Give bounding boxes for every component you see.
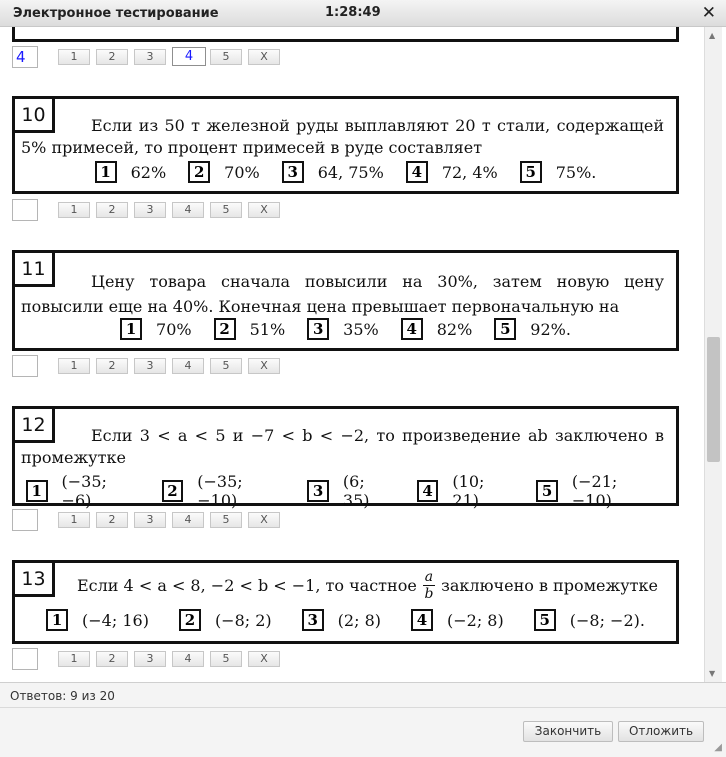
option-value: 70%	[156, 319, 192, 339]
option	[307, 472, 395, 510]
answer-button-1[interactable]: 1	[58, 49, 90, 65]
option	[214, 318, 286, 340]
answer-button-2[interactable]: 2	[96, 49, 128, 65]
fraction	[423, 569, 435, 602]
question-text-after: заключено в промежутке	[441, 576, 658, 595]
option-number: 4	[401, 318, 423, 340]
option-value: 64, 75%	[317, 162, 384, 182]
option	[520, 161, 597, 183]
vertical-scrollbar[interactable]	[704, 27, 722, 682]
questions-viewport	[0, 27, 704, 682]
finish-button[interactable]: Закончить	[523, 721, 613, 742]
scroll-down-icon[interactable]: ▼	[709, 669, 716, 678]
answer-button-3[interactable]: 3	[134, 512, 166, 528]
option	[46, 609, 149, 631]
scroll-up-icon[interactable]: ▲	[709, 31, 716, 40]
option-number: 3	[307, 480, 329, 502]
answer-options	[15, 472, 676, 510]
option-number: 2	[162, 480, 184, 502]
answer-button-5[interactable]: 5	[210, 202, 242, 218]
answer-button-4[interactable]: 4	[172, 202, 204, 218]
answer-input[interactable]	[12, 355, 38, 377]
answer-input[interactable]	[12, 199, 38, 221]
option-number: 1	[95, 161, 117, 183]
answer-input[interactable]	[12, 648, 38, 670]
option	[179, 609, 272, 631]
option	[302, 609, 381, 631]
option	[26, 472, 140, 510]
option-value: (−21; −10).	[571, 472, 618, 510]
answer-options	[15, 609, 676, 631]
answer-button-2[interactable]: 2	[96, 651, 128, 667]
question-card	[12, 96, 679, 194]
question-card	[12, 560, 679, 644]
answer-button-clear[interactable]: X	[248, 202, 280, 218]
answer-button-1[interactable]: 1	[58, 512, 90, 528]
title-bar	[0, 0, 726, 27]
answer-button-3[interactable]: 3	[134, 202, 166, 218]
question-text-before: Если 4 < a < 8, −2 < b < −1, то частное	[77, 576, 417, 595]
option-value: 72, 4%	[441, 162, 498, 182]
option	[534, 609, 645, 631]
option-number: 3	[307, 318, 329, 340]
answer-button-3[interactable]: 3	[134, 651, 166, 667]
answer-button-2[interactable]: 2	[96, 358, 128, 374]
fraction-numerator: a	[424, 569, 434, 585]
option-number: 3	[302, 609, 324, 631]
window-title: Электронное тестирование	[13, 6, 219, 21]
scrollbar-thumb[interactable]	[707, 337, 720, 462]
fraction-denominator: b	[424, 586, 434, 602]
option-value: (10; 21)	[452, 472, 485, 510]
answer-button-clear[interactable]: X	[248, 651, 280, 667]
option-value: 70%	[224, 162, 260, 182]
answer-button-2[interactable]: 2	[96, 202, 128, 218]
option	[494, 318, 571, 340]
answered-count: Ответов: 9 из 20	[10, 689, 115, 703]
option-number: 1	[46, 609, 68, 631]
answer-input[interactable]: 4	[12, 46, 38, 68]
option-number: 3	[282, 161, 304, 183]
answer-button-5[interactable]: 5	[210, 512, 242, 528]
postpone-button[interactable]: Отложить	[618, 721, 704, 742]
answer-button-4[interactable]: 4	[172, 358, 204, 374]
answer-options	[15, 161, 676, 183]
timer: 1:28:49	[325, 5, 381, 20]
answer-button-4-selected[interactable]: 4	[172, 47, 206, 66]
option-number: 5	[520, 161, 542, 183]
question-number: 12	[15, 409, 55, 443]
option-value: (−4; 16)	[82, 610, 149, 630]
option-value: (−8; 2)	[214, 610, 272, 630]
answer-button-1[interactable]: 1	[58, 651, 90, 667]
answer-button-2[interactable]: 2	[96, 512, 128, 528]
option-value: (2; 8)	[337, 610, 381, 630]
option-value: (−35; −6)	[61, 472, 107, 510]
option-value: 92%.	[530, 319, 571, 339]
answer-button-3[interactable]: 3	[134, 358, 166, 374]
option-number: 5	[494, 318, 516, 340]
option-value: 35%	[343, 319, 379, 339]
answer-button-3[interactable]: 3	[134, 49, 166, 65]
option-value: (−2; 8)	[447, 610, 504, 630]
answer-button-clear[interactable]: X	[248, 49, 280, 65]
question-card-partial	[12, 27, 679, 42]
footer	[0, 682, 726, 757]
answer-button-4[interactable]: 4	[172, 651, 204, 667]
option-number: 2	[188, 161, 210, 183]
option-value: 82%	[436, 319, 473, 339]
answer-input[interactable]	[12, 509, 38, 531]
resize-grip-icon[interactable]: ◢	[714, 742, 722, 753]
question-text	[77, 569, 658, 602]
option	[162, 472, 286, 510]
option	[411, 609, 504, 631]
question-number: 13	[15, 563, 55, 597]
question-card	[12, 250, 679, 351]
option-value: (6; 35)	[342, 472, 370, 510]
option	[536, 472, 665, 510]
option-value: (−8; −2).	[569, 610, 645, 630]
option-value: 51%	[249, 319, 286, 339]
question-text: Если 3 < a < 5 и −7 < b < −2, то произведение ab заключено в промежутке	[21, 426, 664, 467]
option	[307, 318, 379, 340]
answer-button-5[interactable]: 5	[210, 49, 242, 65]
option-number: 1	[120, 318, 142, 340]
answer-button-1[interactable]: 1	[58, 202, 90, 218]
option-number: 5	[534, 609, 556, 631]
answer-button-5[interactable]: 5	[210, 651, 242, 667]
footer-divider	[0, 707, 726, 708]
option-number: 1	[26, 480, 48, 502]
answer-button-1[interactable]: 1	[58, 358, 90, 374]
option-value: 75%.	[555, 162, 597, 182]
question-text: Если из 50 т железной руды выплавляют 20 т стали, содержащей 5% примесей, то процент примесей в руде составляет	[21, 116, 664, 157]
option-value: 62%	[130, 162, 167, 182]
question-text: Цену товара сначала повысили на 30%, затем новую цену повысили еще на 40%. Конечная цена превышает первоначальную на	[21, 272, 664, 316]
option	[188, 161, 260, 183]
option	[282, 161, 384, 183]
answer-button-clear[interactable]: X	[248, 358, 280, 374]
option	[401, 318, 473, 340]
answer-options	[15, 318, 676, 340]
option-number: 4	[417, 480, 439, 502]
option-number: 5	[536, 480, 558, 502]
answer-button-clear[interactable]: X	[248, 512, 280, 528]
option-number: 2	[214, 318, 236, 340]
option-number: 4	[411, 609, 433, 631]
option	[95, 161, 167, 183]
answer-button-5[interactable]: 5	[210, 358, 242, 374]
question-card	[12, 406, 679, 510]
option	[406, 161, 498, 183]
answer-button-4[interactable]: 4	[172, 512, 204, 528]
question-number: 11	[15, 253, 55, 287]
question-number: 10	[15, 99, 55, 133]
option	[417, 472, 514, 510]
option	[120, 318, 192, 340]
option-value: (−35; −10)	[197, 472, 243, 510]
close-icon[interactable]: ✕	[701, 3, 716, 23]
option-number: 4	[406, 161, 428, 183]
option-number: 2	[179, 609, 201, 631]
